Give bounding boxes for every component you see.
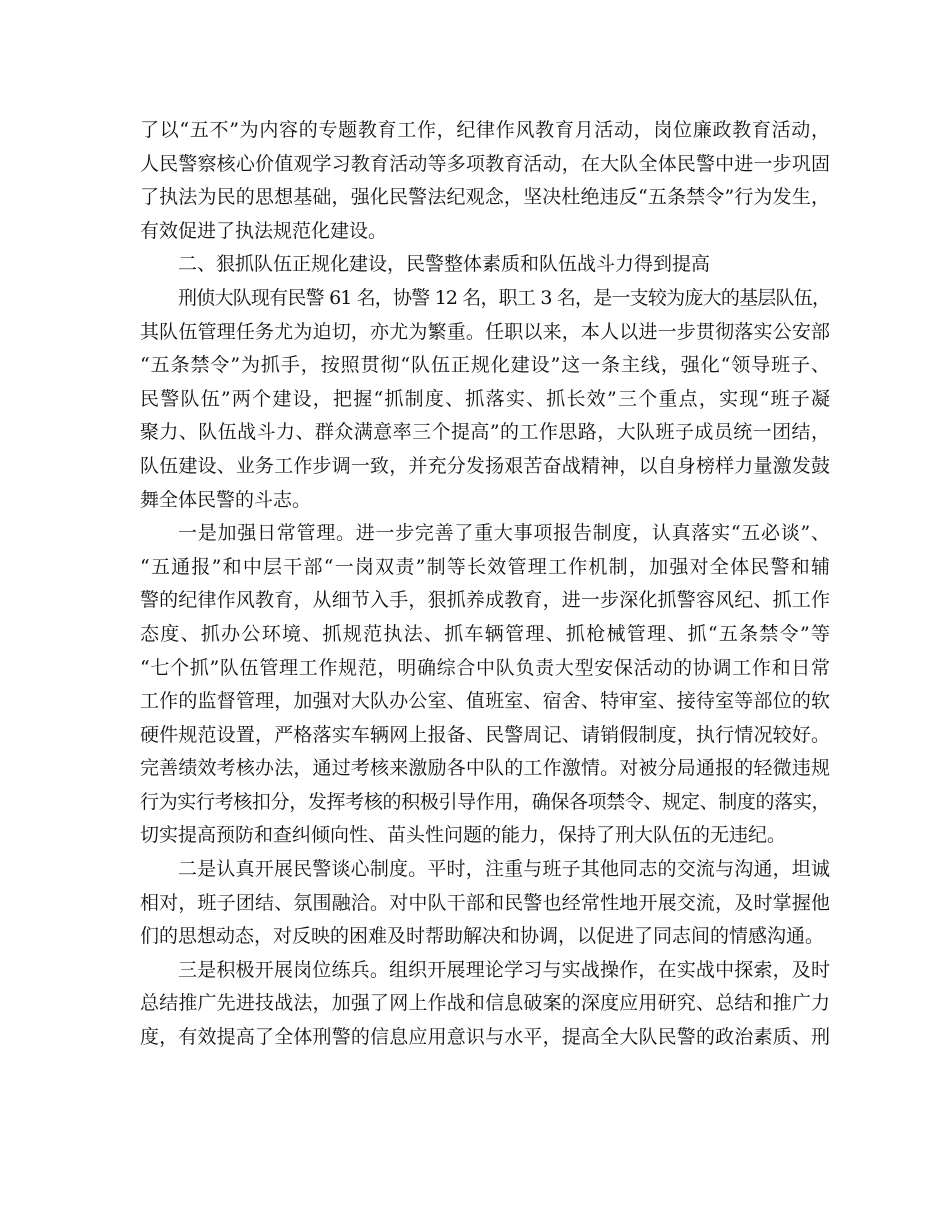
text-line: 刑侦大队现有民警 61 名，协警 12 名，职工 3 名，是一支较为庞大的基层队伍， <box>178 286 830 309</box>
text-line: “五条禁令”为抓手，按照贯彻“队伍正规化建设”这一条主线，强化“领导班子、 <box>140 354 830 377</box>
document-body <box>140 114 830 1055</box>
text-line: 切实提高预防和查纠倾向性、苗头性问题的能力，保持了刑大队伍的无违纪。 <box>140 824 787 847</box>
text-line: 三是积极开展岗位练兵。组织开展理论学习与实战操作，在实战中探索，及时 <box>178 958 830 981</box>
text-line: 人民警察核心价值观学习教育活动等多项教育活动，在大队全体民警中进一步巩固 <box>140 152 830 175</box>
text-line: 警的纪律作风教育，从细节入手，狠抓养成教育，进一步深化抓警容风纪、抓工作 <box>140 589 830 612</box>
text-line: 工作的监督管理，加强对大队办公室、值班室、宿舍、特审室、接待室等部位的软 <box>140 690 830 713</box>
text-line: 们的思想动态，对反映的困难及时帮助解决和协调，以促进了同志间的情感沟通。 <box>140 925 825 948</box>
text-line: 行为实行考核扣分，发挥考核的积极引导作用，确保各项禁令、规定、制度的落实， <box>140 790 830 813</box>
text-line: 队伍建设、业务工作步调一致，并充分发扬艰苦奋战精神，以自身榜样力量激发鼓 <box>140 454 830 477</box>
text-line: 硬件规范设置，严格落实车辆网上报备、民警周记、请销假制度，执行情况较好。 <box>140 723 830 746</box>
text-line: 舞全体民警的斗志。 <box>140 488 312 511</box>
text-line: 有效促进了执法规范化建设。 <box>140 219 388 242</box>
text-line: 了执法为民的思想基础，强化民警法纪观念，坚决杜绝违反“五条禁令”行为发生， <box>140 186 830 209</box>
text-line: 态度、抓办公环境、抓规范执法、抓车辆管理、抓枪械管理、抓“五条禁令”等 <box>140 622 830 645</box>
text-line: 聚力、队伍战斗力、群众满意率三个提高”的工作思路，大队班子成员统一团结， <box>140 421 830 444</box>
text-line: 二是认真开展民警谈心制度。平时，注重与班子其他同志的交流与沟通，坦诚 <box>178 858 830 881</box>
text-line: 二、狠抓队伍正规化建设，民警整体素质和队伍战斗力得到提高 <box>178 253 711 276</box>
text-line: 民警队伍”两个建设，把握“抓制度、抓落实、抓长效”三个重点，实现“班子凝 <box>140 387 830 410</box>
text-line: 总结推广先进技战法，加强了网上作战和信息破案的深度应用研究、总结和推广力 <box>140 992 830 1015</box>
text-line: 其队伍管理任务尤为迫切，亦尤为繁重。任职以来，本人以进一步贯彻落实公安部 <box>140 320 830 343</box>
text-line: 一是加强日常管理。进一步完善了重大事项报告制度，认真落实“五必谈”、 <box>178 522 830 545</box>
text-line: 度，有效提高了全体刑警的信息应用意识与水平，提高全大队民警的政治素质、刑 <box>140 1026 830 1049</box>
text-line: “七个抓”队伍管理工作规范，明确综合中队负责大型安保活动的协调工作和日常 <box>140 656 830 679</box>
text-line: “五通报”和中层干部“一岗双责”制等长效管理工作机制，加强对全体民警和辅 <box>140 555 830 578</box>
text-line: 完善绩效考核办法，通过考核来激励各中队的工作激情。对被分局通报的轻微违规 <box>140 757 830 780</box>
text-line: 了以“五不”为内容的专题教育工作，纪律作风教育月活动，岗位廉政教育活动， <box>140 119 830 141</box>
text-line: 相对，班子团结、氛围融洽。对中队干部和民警也经常性地开展交流，及时掌握他 <box>140 891 830 914</box>
